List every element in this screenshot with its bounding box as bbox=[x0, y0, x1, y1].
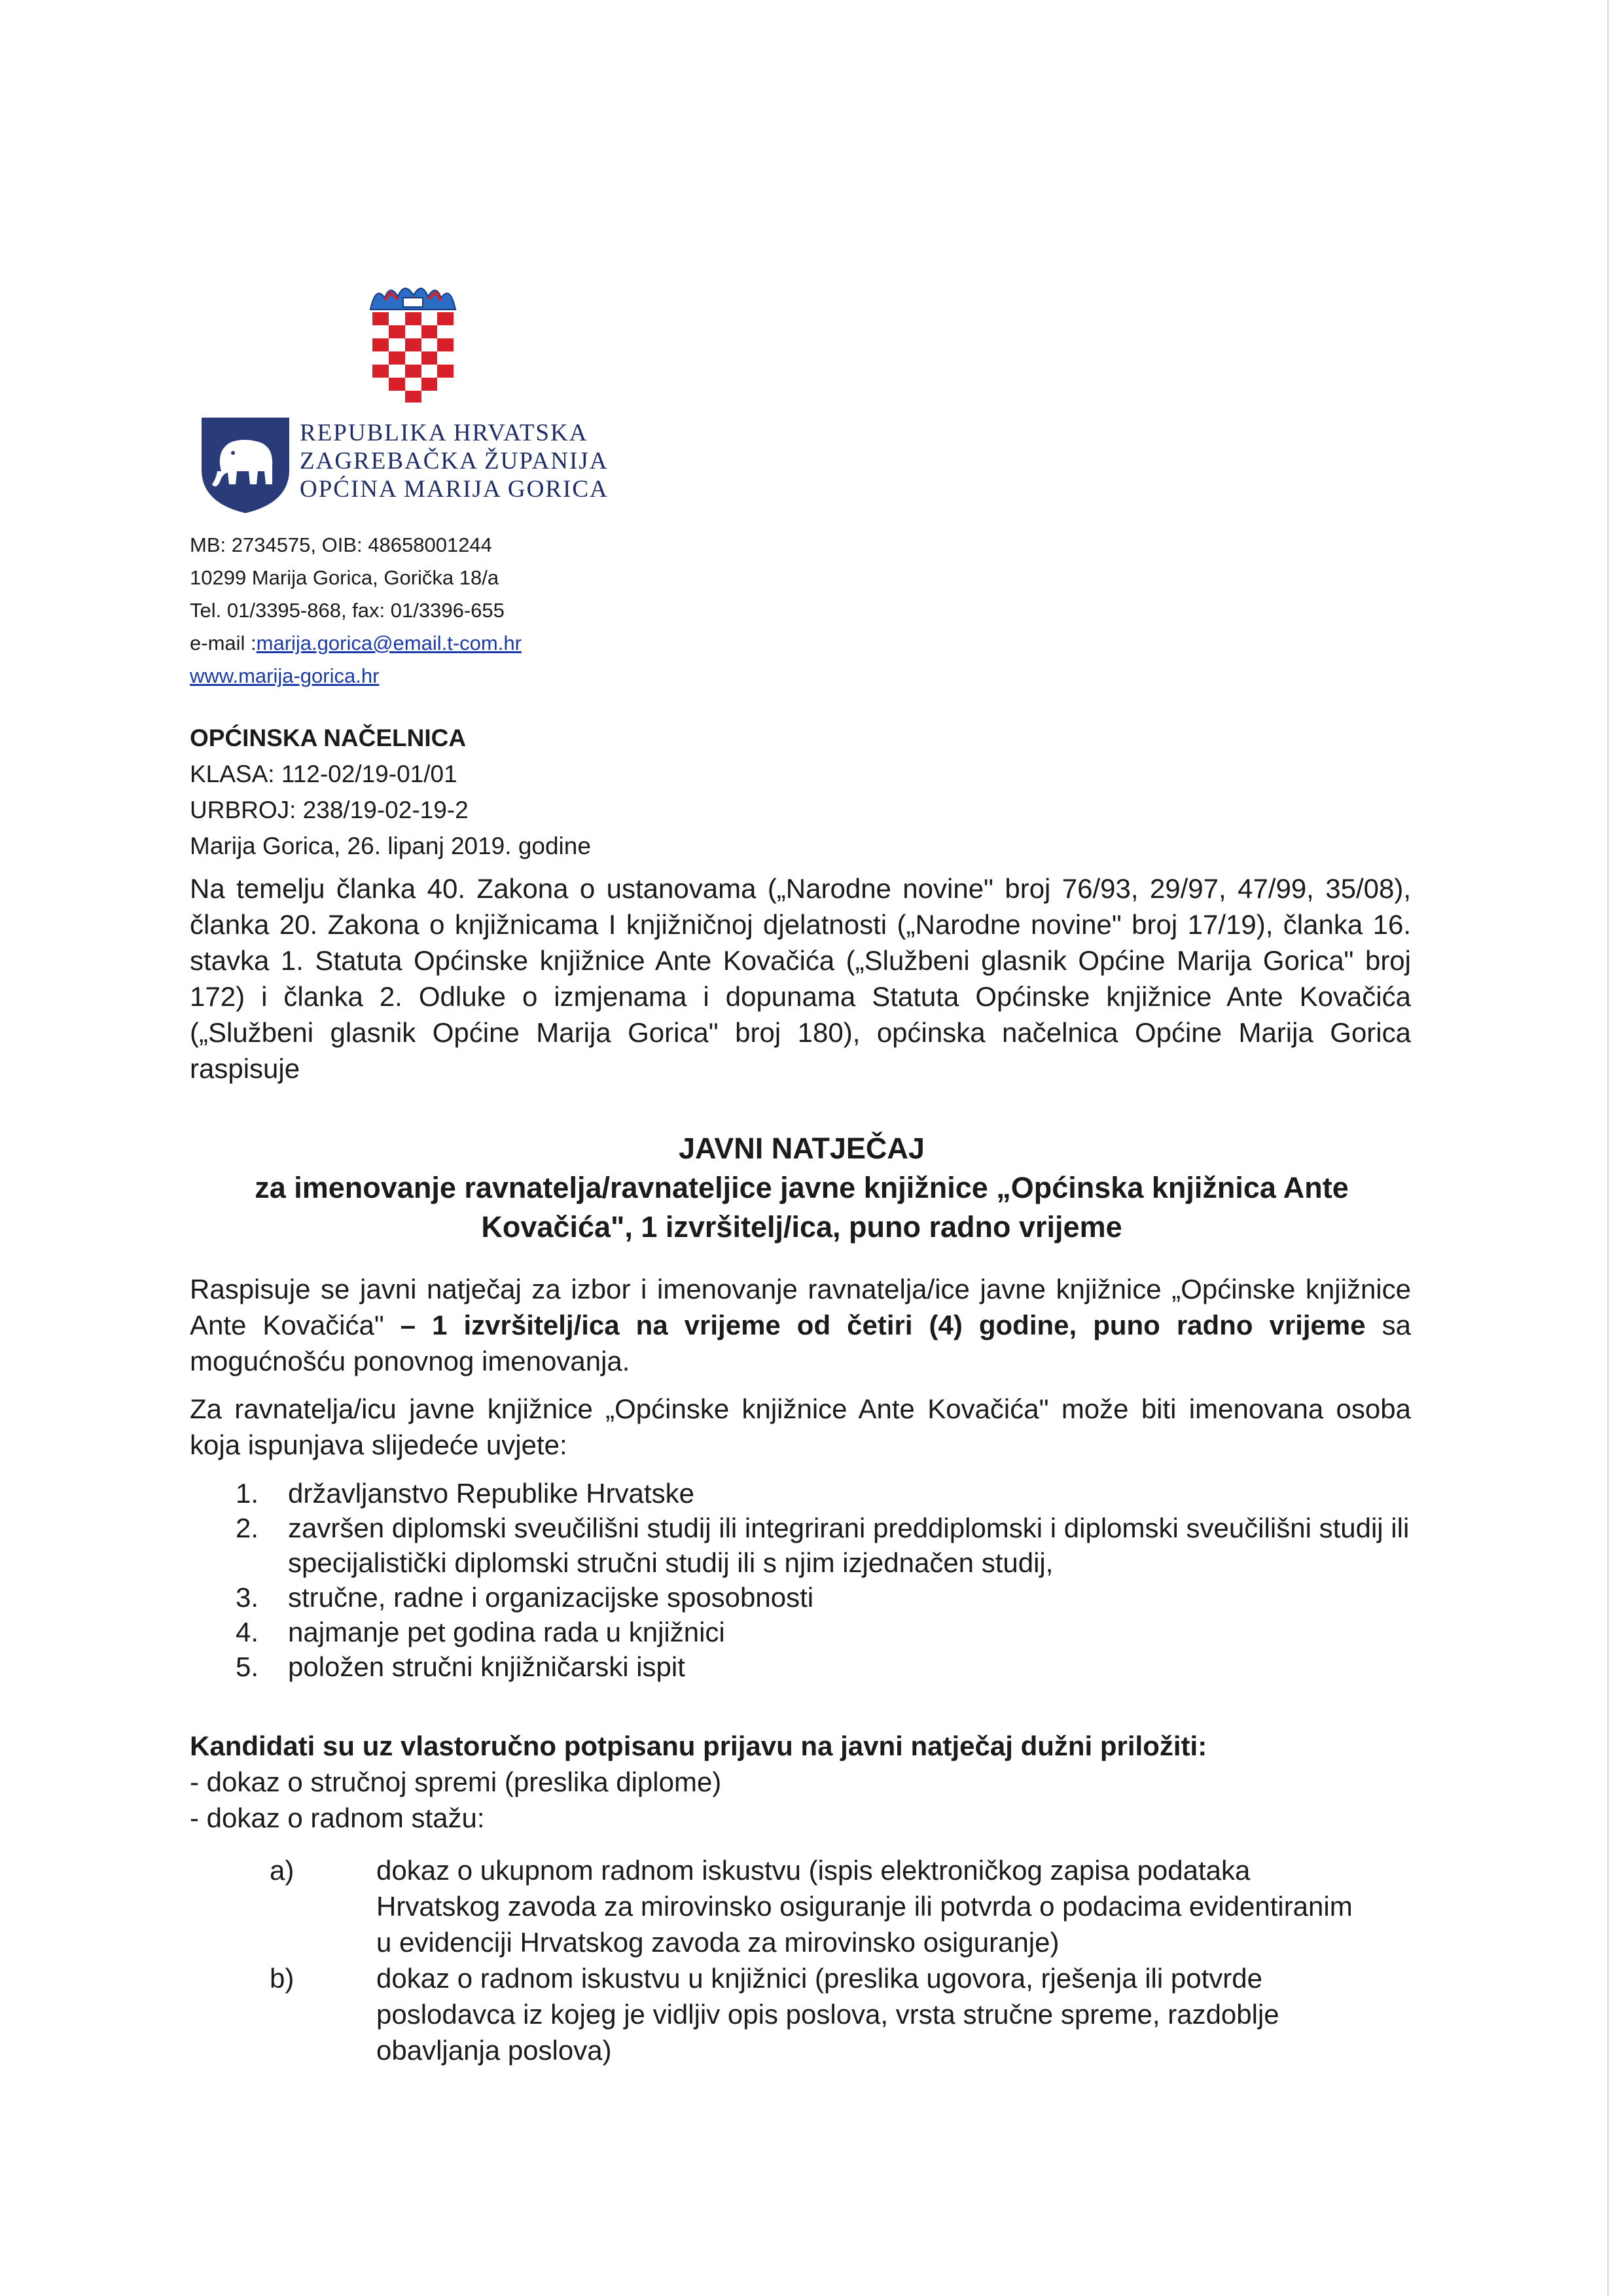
title-line-2: za imenovanje ravnatelja/ravnateljice javne knjižnice „Općinska knjižnica Ante bbox=[255, 1171, 1349, 1204]
list-item: 4. najmanje pet godina rada u knjižnici bbox=[236, 1617, 725, 1647]
municipality-name: OPĆINA MARIJA GORICA bbox=[300, 476, 609, 503]
title-line-3: Kovačića", 1 izvršitelj/ica, puno radno vrijeme bbox=[481, 1210, 1122, 1244]
municipality-elephant-logo-icon bbox=[196, 411, 294, 516]
eligibility-paragraph: Za ravnatelja/icu javne knjižnice „Općinske knjižnice Ante Kovačića" može biti imenovana osoba koja ispunjava slijedeće uvjete: bbox=[190, 1393, 1411, 1460]
candidates-item-diploma: - dokaz o stručnoj spremi (preslika diplome) bbox=[190, 1767, 722, 1797]
list-item: 2. završen diplomski sveučilišni studij ili integrirani preddiplomski i diplomski sveučilišni studij ili specijalistički diplomski stručni studij ili s njim izjednačen studij, bbox=[236, 1513, 1410, 1578]
sub-item-b bbox=[190, 1960, 1433, 2068]
website-link[interactable]: www.marija-gorica.hr bbox=[190, 664, 380, 687]
conditions-list bbox=[236, 1476, 1414, 1684]
sub-item-letter: a) bbox=[270, 1855, 294, 1886]
announcement-bold: – 1 izvršitelj/ica na vrijeme od četiri (4) godine, puno radno vrijeme bbox=[400, 1310, 1366, 1340]
county-name: ZAGREBAČKA ŽUPANIJA bbox=[300, 448, 609, 475]
email-line bbox=[190, 627, 522, 660]
office-title: OPĆINSKA NAČELNICA bbox=[190, 725, 467, 751]
candidates-heading: Kandidati su uz vlastoručno potpisanu prijavu na javni natječaj dužni priložiti: bbox=[190, 1731, 1207, 1761]
document-info bbox=[190, 720, 591, 864]
list-item: 1. državljanstvo Republike Hrvatske bbox=[236, 1478, 694, 1509]
klasa: KLASA: 112-02/19-01/01 bbox=[190, 761, 457, 787]
email-link[interactable]: marija.gorica@email.t-com.hr bbox=[256, 632, 522, 655]
registration-ids: MB: 2734575, OIB: 48658001244 bbox=[190, 533, 492, 556]
sub-item-a bbox=[190, 1852, 1433, 1960]
list-item: 5. položen stručni knjižničarski ispit bbox=[236, 1651, 685, 1682]
place-date: Marija Gorica, 26. lipanj 2019. godine bbox=[190, 833, 591, 859]
document-title bbox=[183, 1129, 1420, 1247]
announcement-paragraph bbox=[190, 1271, 1411, 1379]
sub-item-text: dokaz o radnom iskustvu u knjižnici (preslika ugovora, rješenja ili potvrde poslodavca iz kojeg je vidljiv opis poslova, vrsta stručne spreme, razdoblje obavljanja poslova) bbox=[376, 1963, 1279, 2066]
intro-paragraph: Na temelju članka 40. Zakona o ustanovama („Narodne novine" broj 76/93, 29/97, 47/99, 35/08), članka 20. Zakona o knjižnicama I knjižničnoj djelatnosti („Narodne novine" broj 17/19), članka 16. stavka 1. Statuta Općinske knjižnice Ante Kovačića („Službeni glasnik Općine Marija Gorica" broj 172) i članka 2. Odluke o izmjenama i dopunama Statuta Općinske knjižnice Ante Kovačića („Službeni glasnik Općine Marija Gorica" broj 180), općinska načelnica Općine Marija Gorica raspisuje bbox=[190, 873, 1411, 1084]
announcement-end: sa mogućnošću ponovnog imenovanja. bbox=[190, 1310, 1411, 1376]
republic-name: REPUBLIKA HRVATSKA bbox=[300, 420, 588, 446]
candidates-section bbox=[190, 1728, 1433, 1836]
page-edge bbox=[1607, 0, 1609, 2296]
candidates-item-experience: - dokaz o radnom stažu: bbox=[190, 1803, 485, 1833]
sub-item-text: dokaz o ukupnom radnom iskustvu (ispis elektroničkog zapisa podataka Hrvatskog zavoda za mirovinsko osiguranje ili potvrda o podacima evidentiranim u evidenciji Hrvatskog zavoda za mirovinsko osiguranje) bbox=[376, 1855, 1353, 1958]
municipality-header bbox=[300, 419, 609, 503]
phone-fax: Tel. 01/3395-868, fax: 01/3396-655 bbox=[190, 599, 505, 622]
sub-item-letter: b) bbox=[270, 1963, 294, 1994]
list-item: 3. stručne, radne i organizacijske sposobnosti bbox=[236, 1582, 814, 1613]
contact-block bbox=[190, 529, 522, 692]
announcement-start: Raspisuje se javni natječaj za izbor i imenovanje ravnatelja/ice javne knjižnice „Općinske knjižnice Ante Kovačića" bbox=[190, 1274, 1411, 1340]
urbroj: URBROJ: 238/19-02-19-2 bbox=[190, 797, 469, 823]
title-line-1: JAVNI NATJEČAJ bbox=[679, 1132, 925, 1165]
address: 10299 Marija Gorica, Gorička 18/a bbox=[190, 566, 499, 589]
email-label: e-mail : bbox=[190, 632, 257, 655]
croatian-coat-of-arms-icon bbox=[364, 278, 462, 409]
